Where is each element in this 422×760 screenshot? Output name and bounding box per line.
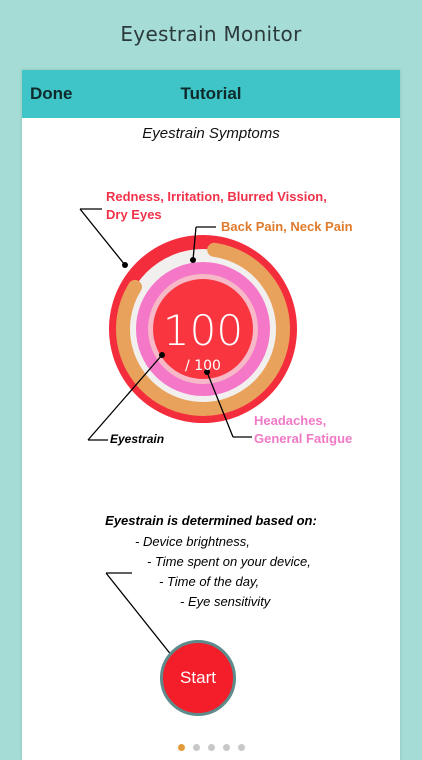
label-pink-symptoms: Headaches, General Fatigue [254, 413, 353, 446]
info-heading: Eyestrain is determined based on: [105, 513, 317, 528]
leader-orange-dot [190, 257, 196, 263]
symptom-rings-diagram [22, 70, 400, 730]
done-button[interactable]: Done [30, 84, 73, 103]
nav-title: Tutorial [180, 84, 242, 103]
score-value: 100 [162, 306, 244, 355]
label-red-symptoms: Redness, Irritation, Blurred Vission, Dry Eyes [106, 189, 327, 222]
label-eyestrain: Eyestrain [110, 432, 165, 446]
factor-item: - Device brightness, [135, 534, 250, 549]
app-title: Eyestrain Monitor [120, 22, 302, 46]
label-orange-symptoms: Back Pain, Neck Pain [221, 219, 353, 234]
score-denominator: / 100 [185, 358, 221, 374]
section-title: Eyestrain Symptoms [142, 125, 280, 142]
factor-item: - Time spent on your device, [147, 554, 311, 569]
leader-red-dot [122, 262, 128, 268]
start-button[interactable]: Start [160, 640, 236, 716]
tutorial-card [22, 70, 400, 760]
factor-item: - Eye sensitivity [180, 594, 271, 609]
page-indicator [22, 738, 400, 748]
factor-item: - Time of the day, [159, 574, 260, 589]
